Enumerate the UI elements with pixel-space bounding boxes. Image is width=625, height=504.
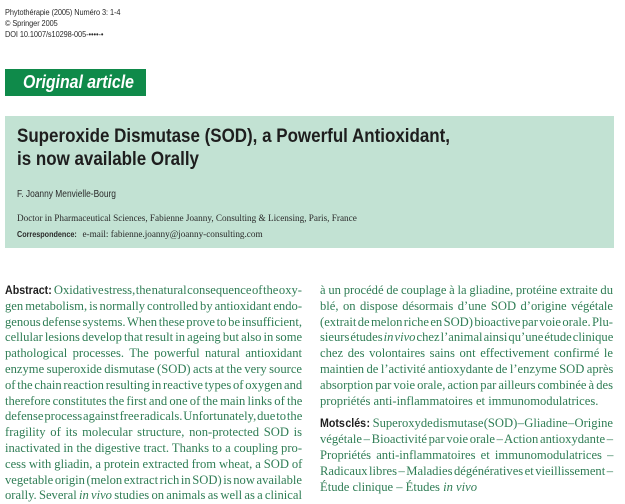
copyright-notice: © Springer 2005 xyxy=(5,18,58,29)
abstract-line: genous defense systems. When these prove to be insufficient, xyxy=(5,314,302,329)
abstract-line: fragility of its molecular structure, non-protected SOD is xyxy=(5,425,303,440)
keywords-line: Radicaux libres – Maladies dégénératives et vieillissement – xyxy=(320,463,613,478)
abstract-line: pathological processes. The powerful natural antioxidant xyxy=(5,346,302,361)
abstract-line: defense process against free radicals. Unfortunately, due to the xyxy=(5,409,303,424)
resume-line: blé, on dispose désormais d’une SOD d’origine végétale xyxy=(320,298,614,313)
abstract-line: therefore constitutes the first and one of the main links of the xyxy=(5,393,303,408)
keywords-block xyxy=(320,416,613,495)
article-type-banner xyxy=(5,69,146,96)
resume-line: (extrait de melon riche en SOD) bioactive par voie orale. Plu- xyxy=(320,314,613,329)
journal-header xyxy=(5,7,120,41)
title-line-1: Superoxide Dismutase (SOD), a Powerful Antioxidant, xyxy=(17,125,451,147)
correspondence-label: Correspondence: xyxy=(17,229,77,239)
doi: DOI 10.1007/s10298-005-••••-• xyxy=(5,29,104,40)
article-title xyxy=(17,125,450,171)
author-name: F. Joanny Menvielle-Bourg xyxy=(17,189,116,200)
abstract-line: cess with gliadin, a protein extracted from wheat, a SOD of xyxy=(5,456,303,471)
abstract-line: of the chain reaction resulting in reactive types of oxygen and xyxy=(5,377,303,392)
abstract-line: orally. Several in vivo studies on animals as well as a clinical xyxy=(5,488,302,503)
resume-line: absorption par voie orale, action par ailleurs combinée à des xyxy=(320,377,613,392)
resume-line: à un procédé de couplage à la gliadine, protéine extraite du xyxy=(320,283,613,297)
keywords-line: Mots clés : Superoxyde dismutase (SOD) – Gliadine – Origine xyxy=(320,416,613,431)
correspondence-email[interactable]: e-mail: fabienne.joanny@joanny-consulting.com xyxy=(80,229,263,239)
abstract-line: enzyme superoxide dismutase (SOD) acts at the very source xyxy=(5,361,302,376)
keywords-line: Propriétés anti-inflammatoires et immunomodulatrices – xyxy=(320,447,614,462)
abstract-line: cellular lesions develop that result in ageing but also in some xyxy=(5,330,303,345)
keywords-label: Mots clés : xyxy=(320,416,371,431)
keywords-line: Étude clinique – Études in vivo xyxy=(320,479,478,494)
title-line-2: is now available Orally xyxy=(17,148,199,170)
abstract-line: gen metabolism, is normally controlled by antioxidant endo- xyxy=(5,298,303,313)
resume-line: chez des volontaires sains ont effectivement confirmé le xyxy=(320,346,613,361)
resume-line: maintien de l’activité antioxydante de l’enzyme SOD après xyxy=(320,361,614,376)
resume-line: propriétés anti-inflammatoires et immunomodulatrices. xyxy=(320,393,599,408)
abstract-line: Abstract: Oxidative stress, the natural consequence of the oxy- xyxy=(5,283,302,297)
abstract-line: inactivated in the digestive tract. Thanks to a coupling pro- xyxy=(5,440,303,455)
title-box xyxy=(5,116,614,248)
resume-column xyxy=(320,283,613,495)
correspondence xyxy=(17,229,263,239)
resume-line: sieurs études in vivo chez l’animal ainsi qu’une étude clinique xyxy=(320,330,614,345)
journal-citation: Phytothérapie (2005) Numéro 3: 1-4 xyxy=(5,7,121,17)
article-type-label: Original article xyxy=(23,72,134,92)
abstract-line: vegetable origin (melon extract rich in SOD) is now available xyxy=(5,472,302,487)
abstract-label: Abstract: xyxy=(5,283,52,297)
keywords-line: végétale – Bioactivité par voie orale – Action antioxydante – xyxy=(320,432,614,447)
author-affiliation: Doctor in Pharmaceutical Sciences, Fabienne Joanny, Consulting & Licensing, Paris, France xyxy=(17,213,357,223)
